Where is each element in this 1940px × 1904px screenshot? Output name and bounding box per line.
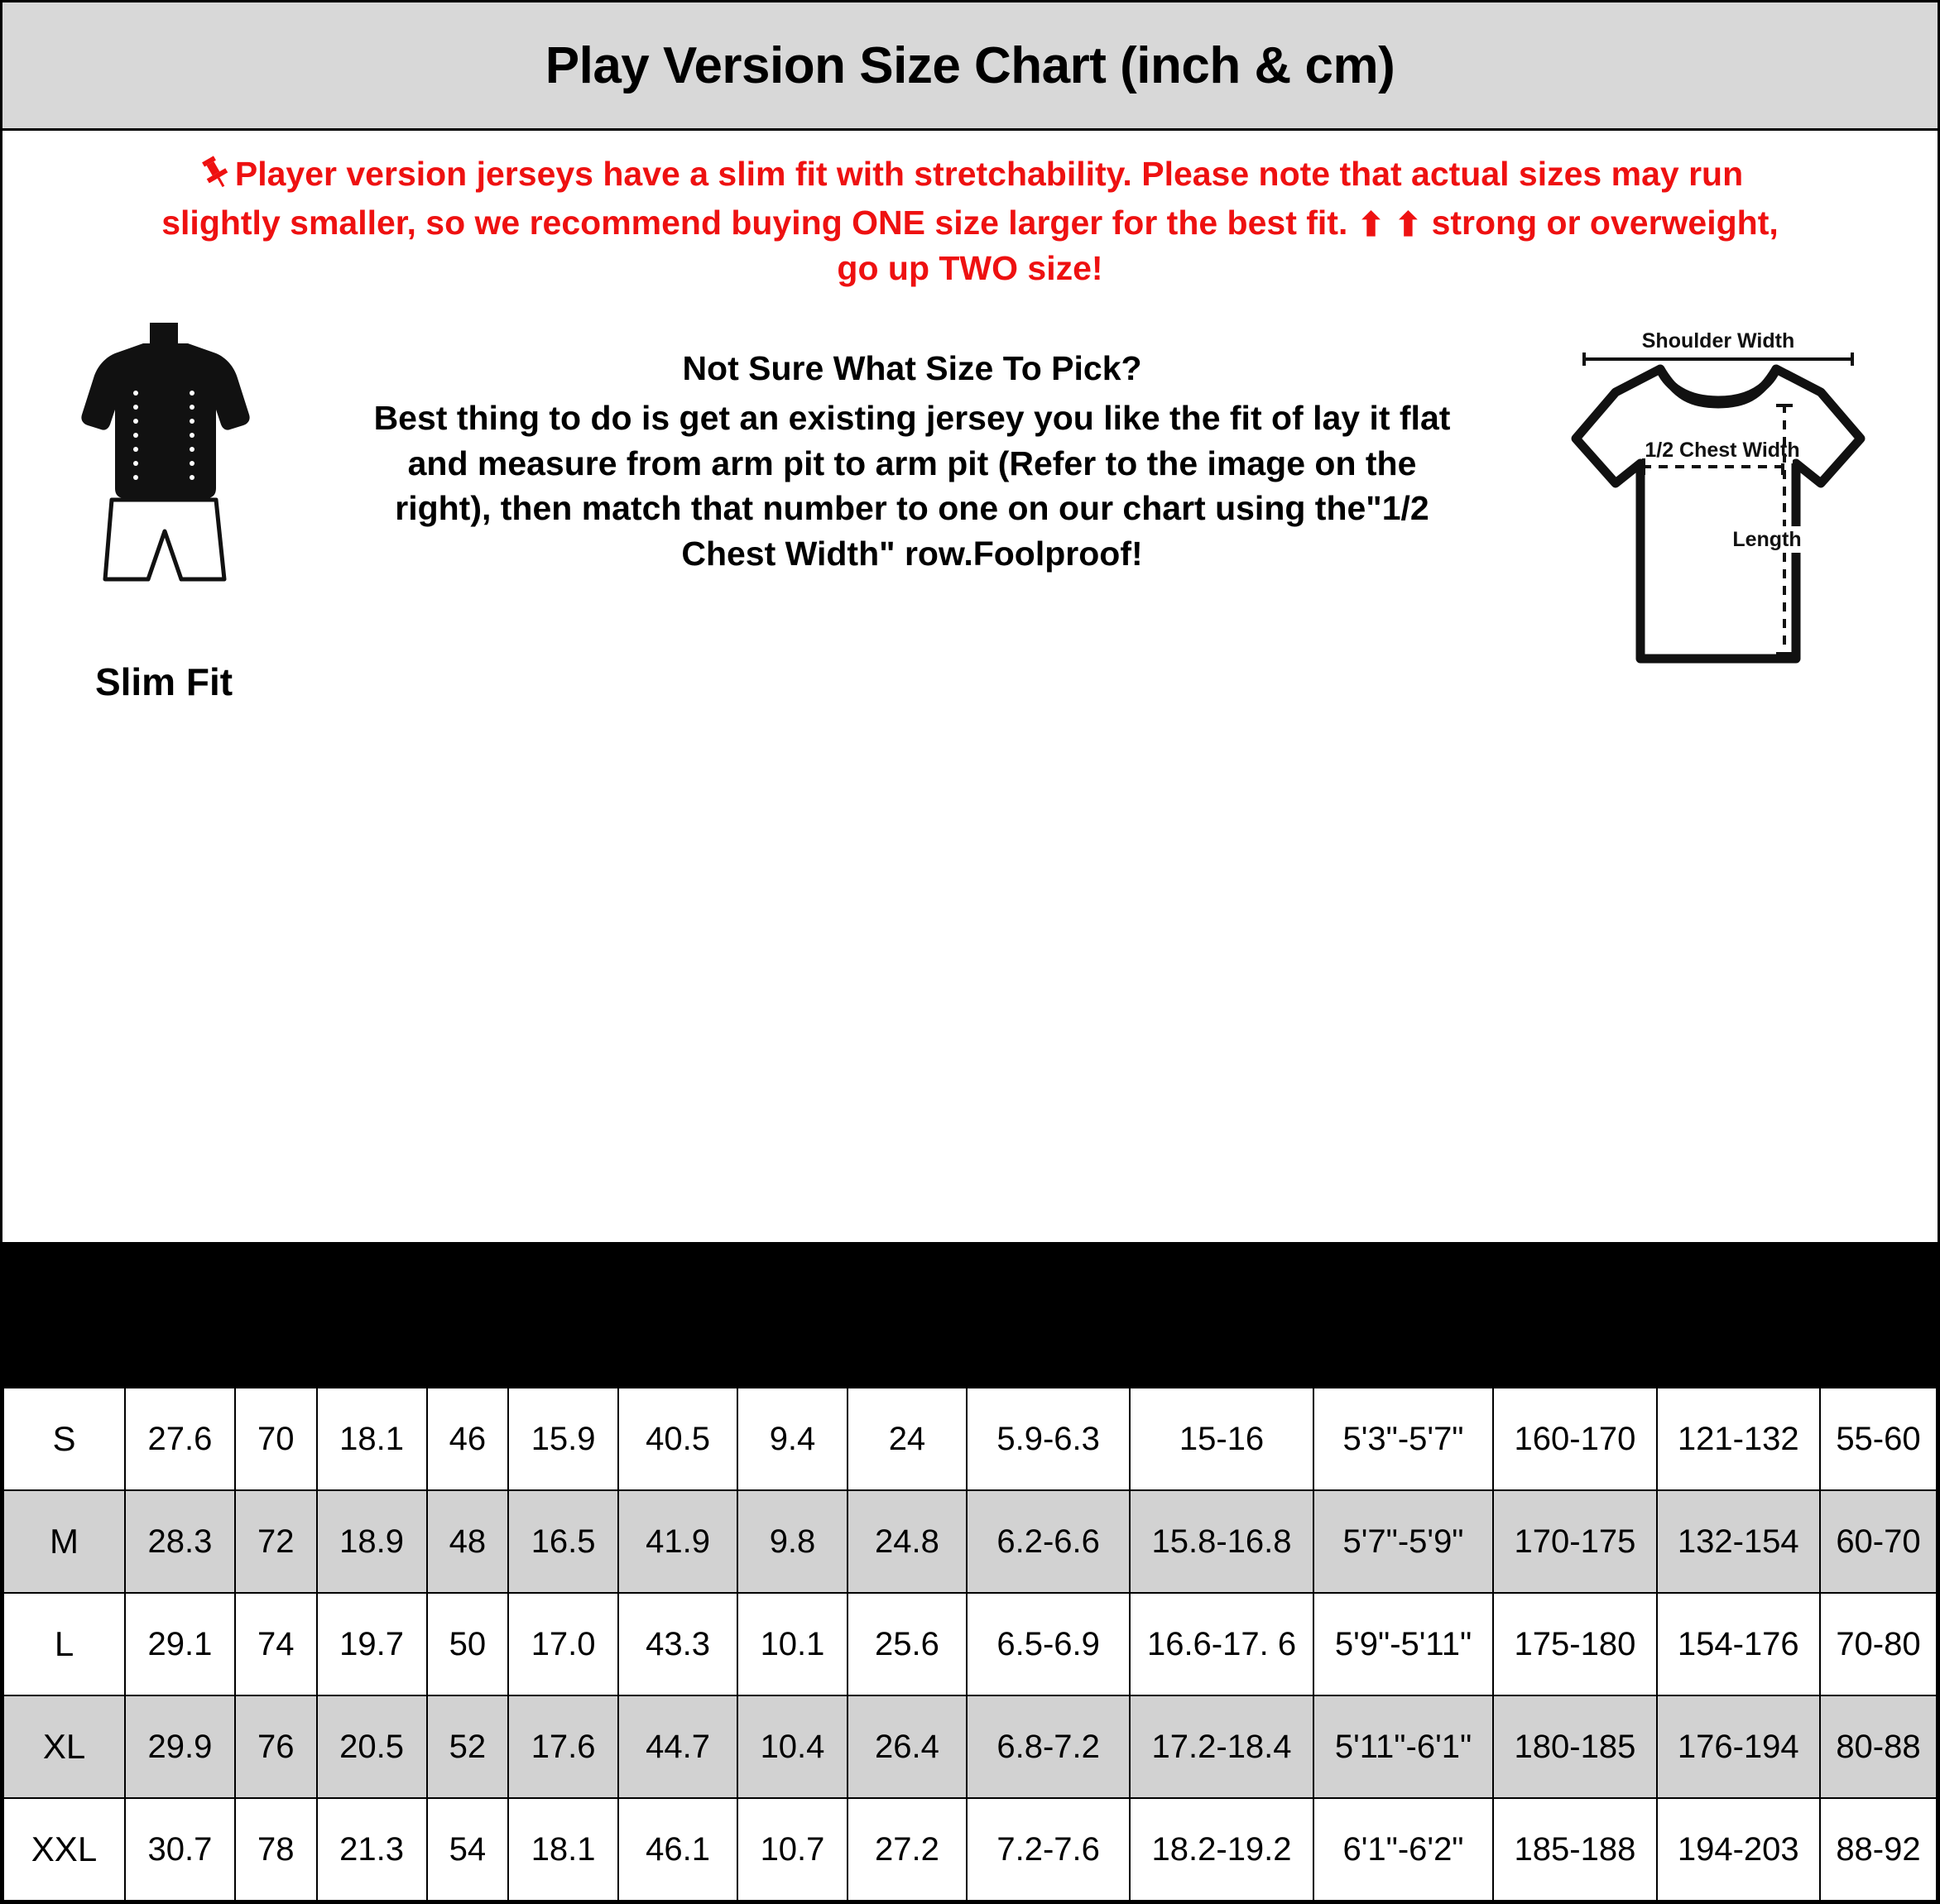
tshirt-measure-diagram-icon bbox=[1536, 321, 1900, 706]
cell: 9.4 bbox=[737, 1388, 848, 1490]
cell: 52 bbox=[427, 1695, 509, 1798]
cell: 40.5 bbox=[618, 1388, 737, 1490]
header-size: SIZE bbox=[3, 1243, 125, 1388]
cell: 6.2-6.6 bbox=[967, 1490, 1130, 1593]
cell: 15-16 bbox=[1130, 1388, 1313, 1490]
cell: 54 bbox=[427, 1798, 509, 1901]
measure-diagram-block bbox=[1524, 306, 1913, 706]
table-row bbox=[3, 1388, 1937, 1490]
cell: 176-194 bbox=[1657, 1695, 1820, 1798]
unit-height-inch: inch bbox=[1313, 1331, 1493, 1388]
unit-length-cm: cm bbox=[235, 1331, 317, 1388]
cell: 5'11"-6'1" bbox=[1313, 1695, 1493, 1798]
header-sleeve-opening: Sleeve Opening bbox=[967, 1243, 1313, 1331]
cell: 55-60 bbox=[1820, 1388, 1937, 1490]
cell: 70-80 bbox=[1820, 1593, 1937, 1695]
cell: 160-170 bbox=[1493, 1388, 1656, 1490]
cell: 175-180 bbox=[1493, 1593, 1656, 1695]
cell: 27.2 bbox=[848, 1798, 967, 1901]
cell: 27.6 bbox=[125, 1388, 235, 1490]
table-row bbox=[3, 1798, 1937, 1901]
cell: 154-176 bbox=[1657, 1593, 1820, 1695]
header-half-chest-width: 1/2 Chest Width bbox=[317, 1243, 509, 1331]
row-size: M bbox=[3, 1490, 125, 1593]
cell: 18.1 bbox=[508, 1798, 618, 1901]
svg-text:1/2 Chest Width: 1/2 Chest Width bbox=[1645, 438, 1800, 462]
cell: 17.2-18.4 bbox=[1130, 1695, 1313, 1798]
cell: 48 bbox=[427, 1490, 509, 1593]
unit-weight-kg: KG bbox=[1820, 1331, 1937, 1388]
how-to-heading: Not Sure What Size To Pick? bbox=[682, 348, 1142, 387]
cell: 30.7 bbox=[125, 1798, 235, 1901]
cell: 5'9"-5'11" bbox=[1313, 1593, 1493, 1695]
unit-height-cm: cm bbox=[1493, 1331, 1656, 1388]
row-size: S bbox=[3, 1388, 125, 1490]
cell: 46 bbox=[427, 1388, 509, 1490]
cell: 26.4 bbox=[848, 1695, 967, 1798]
cell: 180-185 bbox=[1493, 1695, 1656, 1798]
size-table bbox=[2, 1242, 1938, 1902]
table-header-groups bbox=[3, 1243, 1937, 1331]
cell: 7.2-7.6 bbox=[967, 1798, 1130, 1901]
cell: 5'7"-5'9" bbox=[1313, 1490, 1493, 1593]
arrow-up-icon-1: ⬆ bbox=[1357, 207, 1385, 244]
unit-sleeve-length-cm: cm bbox=[848, 1331, 967, 1388]
cell: 17.6 bbox=[508, 1695, 618, 1798]
table-header-units bbox=[3, 1331, 1937, 1388]
unit-weight-pound: Pound bbox=[1657, 1331, 1820, 1388]
cell: 50 bbox=[427, 1593, 509, 1695]
unit-shoulder-inch: inch bbox=[508, 1331, 618, 1388]
cell: 80-88 bbox=[1820, 1695, 1937, 1798]
how-to-body: Best thing to do is get an existing jersey you like the fit of lay it flat and measure from arm pit to arm pit (Refer to the image on the right), then match that number to one on our chart using the"1/2 Chest Width" row.Foolproof! bbox=[373, 399, 1451, 573]
cell: 18.1 bbox=[317, 1388, 427, 1490]
cell: 194-203 bbox=[1657, 1798, 1820, 1901]
cell: 6.8-7.2 bbox=[967, 1695, 1130, 1798]
cell: 74 bbox=[235, 1593, 317, 1695]
unit-sleeve-opening-cm: cm bbox=[1130, 1331, 1313, 1388]
cell: 28.3 bbox=[125, 1490, 235, 1593]
cell: 46.1 bbox=[618, 1798, 737, 1901]
unit-sleeve-length-inch: inch bbox=[737, 1331, 848, 1388]
cell: 10.1 bbox=[737, 1593, 848, 1695]
unit-chest-inch: inch bbox=[317, 1331, 427, 1388]
cell: 20.5 bbox=[317, 1695, 427, 1798]
cell: 10.4 bbox=[737, 1695, 848, 1798]
cell: 5.9-6.3 bbox=[967, 1388, 1130, 1490]
cell: 21.3 bbox=[317, 1798, 427, 1901]
cell: 16.6-17. 6 bbox=[1130, 1593, 1313, 1695]
cell: 6'1"-6'2" bbox=[1313, 1798, 1493, 1901]
title-bar bbox=[2, 2, 1938, 131]
header-shoulder-width: Shoulder Width bbox=[508, 1243, 737, 1331]
svg-text:Shoulder Width: Shoulder Width bbox=[1641, 329, 1795, 353]
unit-shoulder-cm: cm bbox=[618, 1331, 737, 1388]
header-sleeve-length: Sleeve Length bbox=[737, 1243, 967, 1331]
unit-chest-cm: cm bbox=[427, 1331, 509, 1388]
row-size: XL bbox=[3, 1695, 125, 1798]
notice-line-2a: slightly smaller, so we recommend buying ONE size larger for the best fit. bbox=[161, 204, 1348, 242]
cell: 17.0 bbox=[508, 1593, 618, 1695]
unit-length-inch: inch bbox=[125, 1331, 235, 1388]
slim-fit-label: Slim Fit bbox=[94, 659, 233, 703]
notice-line-2b: strong or overweight, bbox=[1431, 204, 1779, 242]
table-row bbox=[3, 1490, 1937, 1593]
cell: 76 bbox=[235, 1695, 317, 1798]
header-height: Height bbox=[1313, 1243, 1657, 1331]
how-to-pick-text bbox=[343, 306, 1481, 577]
cell: 70 bbox=[235, 1388, 317, 1490]
cell: 88-92 bbox=[1820, 1798, 1937, 1901]
cell: 24.8 bbox=[848, 1490, 967, 1593]
cell: 132-154 bbox=[1657, 1490, 1820, 1593]
info-band bbox=[2, 298, 1938, 1242]
notice-line-1: Player version jerseys have a slim fit with stretchability. Please note that actual sizes may run bbox=[234, 155, 1744, 193]
cell: 5'3"-5'7" bbox=[1313, 1388, 1493, 1490]
table-row bbox=[3, 1695, 1937, 1798]
cell: 185-188 bbox=[1493, 1798, 1656, 1901]
cell: 25.6 bbox=[848, 1593, 967, 1695]
cell: 170-175 bbox=[1493, 1490, 1656, 1593]
svg-text:Length: Length bbox=[1732, 527, 1802, 551]
cell: 41.9 bbox=[618, 1490, 737, 1593]
cell: 78 bbox=[235, 1798, 317, 1901]
cell: 72 bbox=[235, 1490, 317, 1593]
header-weight: Weight bbox=[1657, 1243, 1937, 1331]
page-title: Play Version Size Chart (inch & cm) bbox=[545, 36, 1395, 94]
cell: 18.2-19.2 bbox=[1130, 1798, 1313, 1901]
cell: 15.8-16.8 bbox=[1130, 1490, 1313, 1593]
cell: 18.9 bbox=[317, 1490, 427, 1593]
cell: 15.9 bbox=[508, 1388, 618, 1490]
fit-notice bbox=[2, 131, 1938, 298]
cell: 43.3 bbox=[618, 1593, 737, 1695]
unit-sleeve-opening-inch: inch bbox=[967, 1331, 1130, 1388]
table-row bbox=[3, 1593, 1937, 1695]
pushpin-icon bbox=[197, 154, 233, 201]
cell: 10.7 bbox=[737, 1798, 848, 1901]
cell: 19.7 bbox=[317, 1593, 427, 1695]
slim-fit-block bbox=[27, 306, 300, 704]
row-size: L bbox=[3, 1593, 125, 1695]
row-size: XXL bbox=[3, 1798, 125, 1901]
notice-line-3: go up TWO size! bbox=[837, 249, 1103, 288]
header-length: Length bbox=[125, 1243, 317, 1331]
cell: 29.1 bbox=[125, 1593, 235, 1695]
cell: 24 bbox=[848, 1388, 967, 1490]
arrow-up-icon-2: ⬆ bbox=[1394, 207, 1423, 244]
cell: 29.9 bbox=[125, 1695, 235, 1798]
cell: 16.5 bbox=[508, 1490, 618, 1593]
cell: 9.8 bbox=[737, 1490, 848, 1593]
cell: 44.7 bbox=[618, 1695, 737, 1798]
slim-fit-figure-icon bbox=[52, 314, 276, 650]
cell: 121-132 bbox=[1657, 1388, 1820, 1490]
cell: 6.5-6.9 bbox=[967, 1593, 1130, 1695]
cell: 60-70 bbox=[1820, 1490, 1937, 1593]
